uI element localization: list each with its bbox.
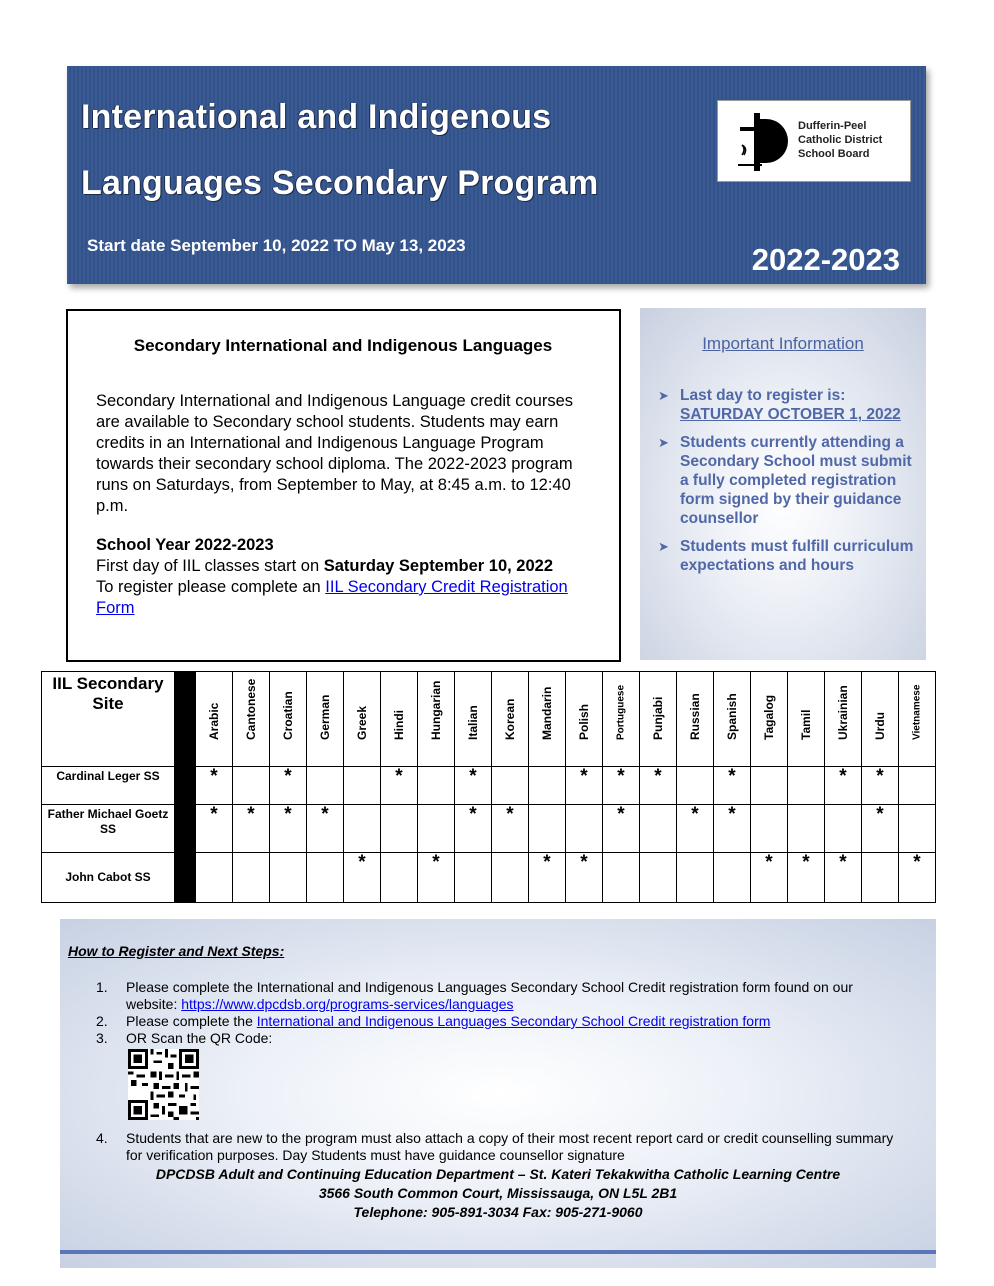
availability-cell xyxy=(418,805,455,853)
availability-cell xyxy=(344,805,381,853)
school-board-logo xyxy=(717,100,911,182)
list-item: 1. Please complete the International and Indigenous Languages Secondary School Credit registration form found on our website: https://www.dpcdsb.org/programs-services/languages xyxy=(96,979,853,1012)
table-row xyxy=(42,805,936,853)
site-name: John Cabot SS xyxy=(42,853,175,903)
department-name: DPCDSB Adult and Continuing Education Department – St. Kateri Tekakwitha Catholic Learning Centre xyxy=(155,1166,841,1182)
language-header-tagalog: Tagalog xyxy=(751,672,788,767)
availability-cell: * xyxy=(677,805,714,853)
qr-code-icon[interactable] xyxy=(128,1049,199,1120)
availability-cell xyxy=(640,853,677,903)
availability-cell: * xyxy=(455,805,492,853)
register-text: To register please complete an IIL Secondary Credit Registration Form xyxy=(96,578,568,617)
language-header-vietnamese: Vietnamese xyxy=(899,672,936,767)
availability-cell xyxy=(270,853,307,903)
availability-cell: * xyxy=(825,767,862,805)
registration-steps-panel xyxy=(60,919,936,1268)
registration-form-link-2[interactable]: International and Indigenous Languages Secondary School Credit registration form xyxy=(256,1013,771,1029)
program-description-box xyxy=(66,309,621,662)
header-banner xyxy=(67,66,926,284)
program-title-line1: International and Indigenous xyxy=(81,98,552,136)
language-header-spanish: Spanish xyxy=(714,672,751,767)
availability-cell: * xyxy=(196,767,233,805)
arrow-bullet-icon: ➤ xyxy=(658,435,669,450)
availability-cell xyxy=(603,853,640,903)
availability-cell: * xyxy=(270,767,307,805)
program-title-line2: Languages Secondary Program xyxy=(81,164,599,202)
language-header-croatian: Croatian xyxy=(270,672,307,767)
availability-cell xyxy=(751,767,788,805)
availability-cell xyxy=(677,853,714,903)
availability-cell xyxy=(529,767,566,805)
registration-form-link[interactable]: IIL Secondary Credit Registration Form xyxy=(96,578,568,617)
language-header-punjabi: Punjabi xyxy=(640,672,677,767)
availability-cell xyxy=(677,767,714,805)
availability-cell: * xyxy=(381,767,418,805)
first-day-date: Saturday September 10, 2022 xyxy=(323,557,554,575)
availability-cell: * xyxy=(825,853,862,903)
availability-cell xyxy=(381,805,418,853)
language-header-urdu: Urdu xyxy=(862,672,899,767)
divider-bar xyxy=(175,672,196,767)
language-header-mandarin: Mandarin xyxy=(529,672,566,767)
availability-cell: * xyxy=(751,853,788,903)
registration-deadline: SATURDAY OCTOBER 1, 2022 xyxy=(680,406,901,423)
list-item: ➤ Students must fulfill curriculum expectations and hours xyxy=(658,538,914,574)
language-header-german: German xyxy=(307,672,344,767)
phone-fax: Telephone: 905-891-3034 Fax: 905-271-9060 xyxy=(353,1204,643,1220)
language-header-polish: Polish xyxy=(566,672,603,767)
availability-cell: * xyxy=(603,767,640,805)
important-info-title: Important Information xyxy=(702,334,864,353)
table-row xyxy=(42,853,936,903)
availability-cell xyxy=(751,805,788,853)
divider-bar xyxy=(175,767,196,805)
divider-bar xyxy=(175,805,196,853)
list-item: ➤ Last day to register is: SATURDAY OCTOBER 1, 2022 xyxy=(658,387,901,423)
availability-cell: * xyxy=(344,853,381,903)
site-name: Father Michael Goetz SS xyxy=(42,805,175,853)
arrow-bullet-icon: ➤ xyxy=(658,539,669,554)
address: 3566 South Common Court, Mississauga, ON L5L 2B1 xyxy=(318,1185,678,1201)
description-text: Secondary International and Indigenous Language credit courses are available to Secondary school students. Students may earn credits in an International and Indigenous Language Program towards their secondary school diploma. The 2022-2023 program runs on Saturdays, from September to May, at 8:45 a.m. to 12:40 p.m. xyxy=(96,392,574,515)
divider-bar xyxy=(175,853,196,903)
language-header-tamil: Tamil xyxy=(788,672,825,767)
availability-cell xyxy=(862,853,899,903)
list-item: 3. OR Scan the QR Code: xyxy=(96,1030,896,1120)
school-year-heading: School Year 2022-2023 xyxy=(96,536,274,554)
list-item: ➤ Students currently attending a Secondary School must submit a fully completed registration form signed by their guidance counsellor xyxy=(658,434,912,527)
contact-footer xyxy=(60,1165,936,1222)
bottom-divider xyxy=(60,1250,936,1254)
registration-heading: How to Register and Next Steps: xyxy=(68,943,285,959)
availability-cell: * xyxy=(640,767,677,805)
language-header-korean: Korean xyxy=(492,672,529,767)
logo-text: Dufferin-Peel Catholic District School Board xyxy=(798,120,883,160)
language-header-russian: Russian xyxy=(677,672,714,767)
language-header-italian: Italian xyxy=(455,672,492,767)
availability-cell: * xyxy=(270,805,307,853)
availability-cell xyxy=(899,767,936,805)
availability-cell xyxy=(455,853,492,903)
availability-cell: * xyxy=(714,805,751,853)
availability-cell xyxy=(307,853,344,903)
registration-steps-list xyxy=(96,979,896,1164)
school-year-section xyxy=(96,535,606,619)
availability-cell xyxy=(566,805,603,853)
language-header-cantonese: Cantonese xyxy=(233,672,270,767)
availability-cell xyxy=(233,767,270,805)
description-heading: Secondary International and Indigenous Languages xyxy=(133,336,553,355)
availability-cell xyxy=(529,805,566,853)
availability-cell xyxy=(492,767,529,805)
availability-cell xyxy=(344,767,381,805)
availability-cell: * xyxy=(714,767,751,805)
list-item: 4. Students that are new to the program must also attach a copy of their most recent report card or credit counselling summary for verification purposes. Day Students must have guidance counsellor signature xyxy=(96,1130,894,1163)
availability-cell xyxy=(196,853,233,903)
board-crest-icon xyxy=(728,107,792,175)
availability-cell: * xyxy=(566,767,603,805)
language-header-hungarian: Hungarian xyxy=(418,672,455,767)
availability-cell: * xyxy=(788,853,825,903)
availability-cell: * xyxy=(862,805,899,853)
site-column-header: IIL Secondary Site xyxy=(42,672,175,767)
availability-cell: * xyxy=(455,767,492,805)
availability-cell xyxy=(788,767,825,805)
availability-cell xyxy=(381,853,418,903)
availability-cell: * xyxy=(307,805,344,853)
start-date: Start date September 10, 2022 TO May 13, 2023 xyxy=(87,236,466,255)
availability-cell: * xyxy=(196,805,233,853)
first-day-text: First day of IIL classes start on Saturday September 10, 2022 xyxy=(96,557,554,575)
availability-cell: * xyxy=(233,805,270,853)
list-item: 2. Please complete the International and Indigenous Languages Secondary School Credit registration form xyxy=(96,1013,771,1029)
availability-cell xyxy=(492,853,529,903)
availability-cell xyxy=(307,767,344,805)
availability-cell xyxy=(233,853,270,903)
availability-cell: * xyxy=(529,853,566,903)
availability-cell: * xyxy=(862,767,899,805)
availability-cell: * xyxy=(566,853,603,903)
important-information-panel xyxy=(640,308,926,660)
language-site-table xyxy=(41,671,936,903)
language-header-greek: Greek xyxy=(344,672,381,767)
important-info-list xyxy=(658,386,920,584)
availability-cell xyxy=(825,805,862,853)
languages-website-link[interactable]: https://www.dpcdsb.org/programs-services/languages xyxy=(181,996,514,1012)
language-header-arabic: Arabic xyxy=(196,672,233,767)
availability-cell xyxy=(899,805,936,853)
availability-cell xyxy=(788,805,825,853)
language-header-ukrainian: Ukrainian xyxy=(825,672,862,767)
language-header-hindi: Hindi xyxy=(381,672,418,767)
site-name: Cardinal Leger SS xyxy=(42,767,175,805)
availability-cell xyxy=(714,853,751,903)
table-header-row xyxy=(42,672,936,767)
table-row xyxy=(42,767,936,805)
school-year: 2022-2023 xyxy=(751,242,900,277)
arrow-bullet-icon: ➤ xyxy=(658,388,669,403)
availability-cell: * xyxy=(603,805,640,853)
language-header-portuguese: Portuguese xyxy=(603,672,640,767)
availability-cell: * xyxy=(899,853,936,903)
availability-cell xyxy=(640,805,677,853)
availability-cell: * xyxy=(492,805,529,853)
availability-cell xyxy=(418,767,455,805)
availability-cell: * xyxy=(418,853,455,903)
